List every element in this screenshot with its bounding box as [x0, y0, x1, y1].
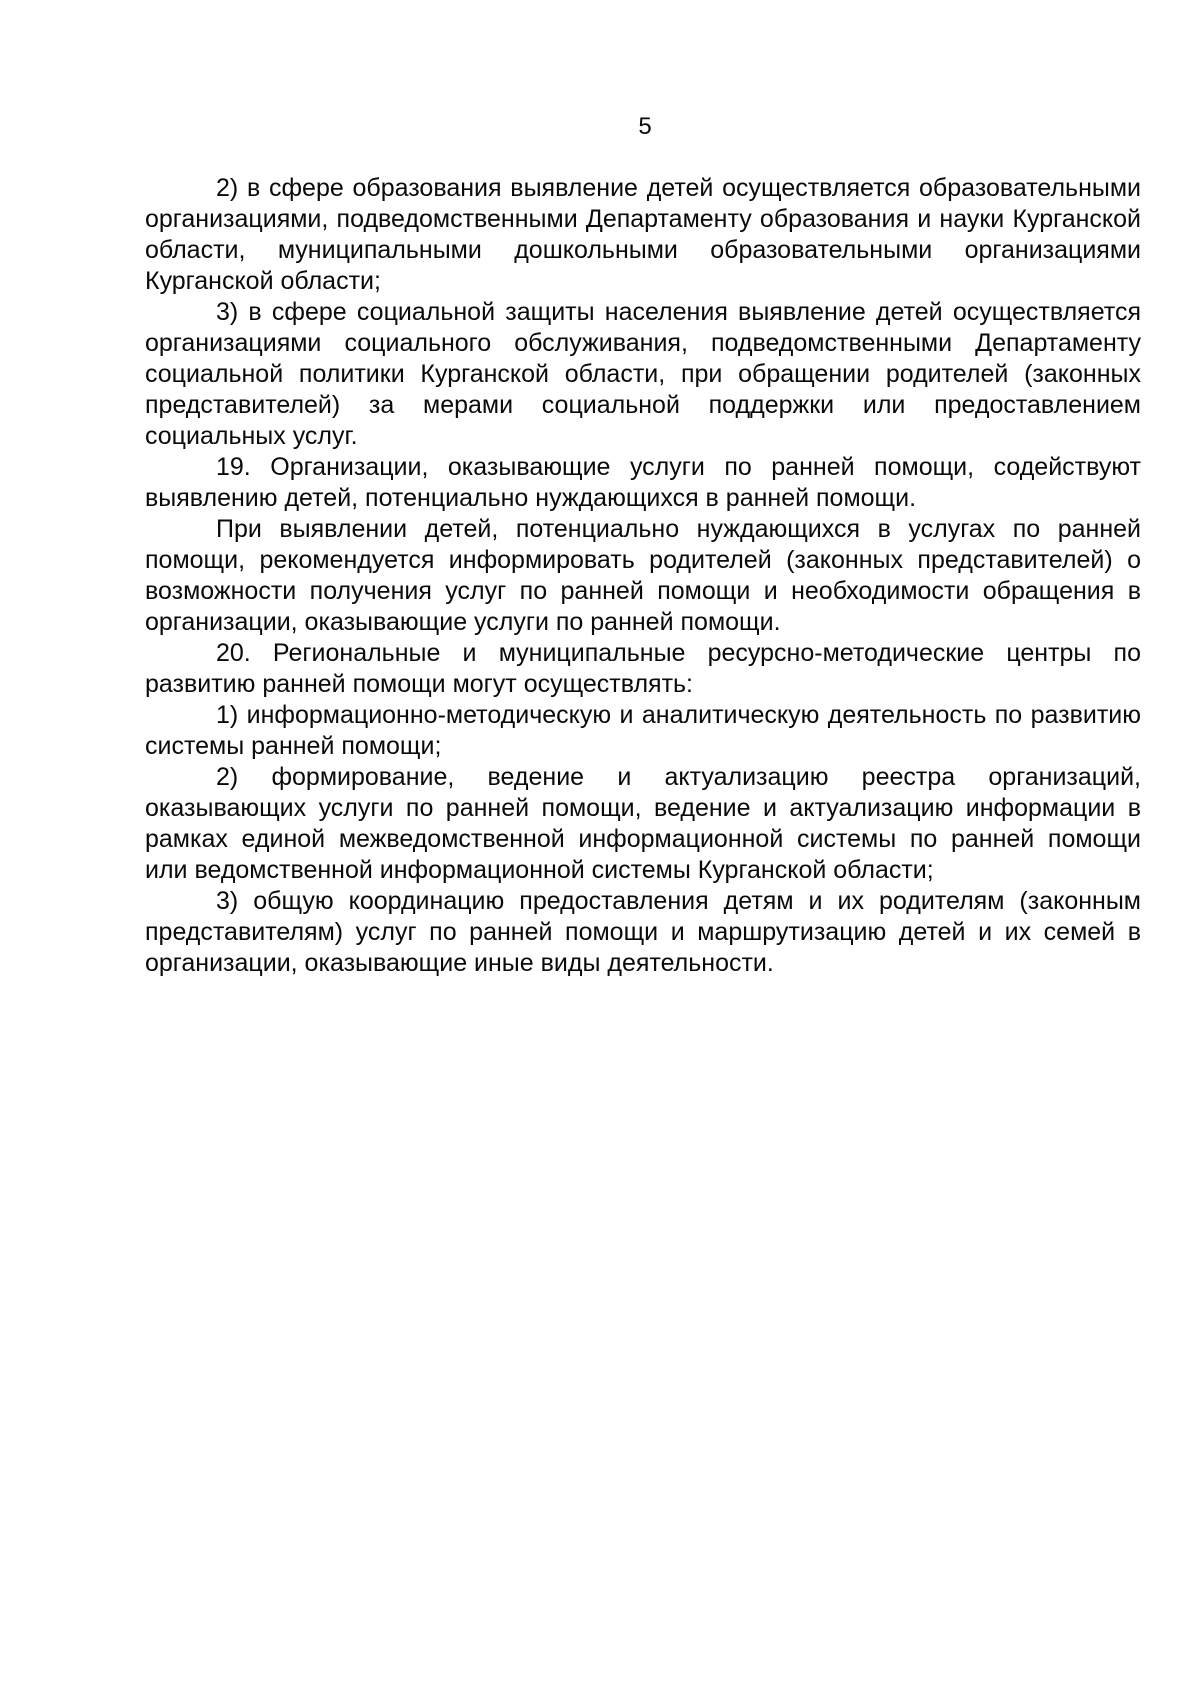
- paragraph-clause-19: 19. Организации, оказывающие услуги по ранней помощи, содействуют выявлению детей, потенциально нуждающихся в ранней помощи.: [145, 453, 1141, 512]
- paragraph-clause-20: 20. Региональные и муниципальные ресурсно-методические центры по развитию ранней помощи могут осуществлять:: [145, 639, 1141, 698]
- paragraph-clause-20-item-3: 3) общую координацию предоставления детям и их родителям (законным представителям) услуг по ранней помощи и маршрутизацию детей и их семей в организации, оказывающие иные виды деятельности.: [145, 887, 1141, 977]
- paragraph-item-3-social-protection: 3) в сфере социальной защиты населения выявление детей осуществляется организациями социального обслуживания, подведомственными Департаменту социальной политики Курганской области, при обращении родителей (законных представителей) за мерами социальной поддержки или предоставлением социальных услуг.: [145, 298, 1141, 450]
- document-body: [145, 173, 1141, 979]
- paragraph-item-2-education: 2) в сфере образования выявление детей осуществляется образовательными организациями, подведомственными Департаменту образования и науки Курганской области, муниципальными дошкольными образовательными организациями Курганской области;: [145, 174, 1141, 295]
- paragraph-clause-20-item-1: 1) информационно-методическую и аналитическую деятельность по развитию системы ранней помощи;: [145, 701, 1141, 760]
- paragraph-clause-20-item-2: 2) формирование, ведение и актуализацию реестра организаций, оказывающих услуги по ранней помощи, ведение и актуализацию информации в рамках единой межведомственной информационной системы по ранней помощи или ведомственной информационной системы Курганской области;: [145, 763, 1141, 884]
- paragraph-clause-19-continuation: При выявлении детей, потенциально нуждающихся в услугах по ранней помощи, рекомендуется информировать родителей (законных представителей) о возможности получения услуг по ранней помощи и необходимости обращения в организации, оказывающие услуги по ранней помощи.: [145, 515, 1141, 636]
- page-number: 5: [638, 113, 652, 140]
